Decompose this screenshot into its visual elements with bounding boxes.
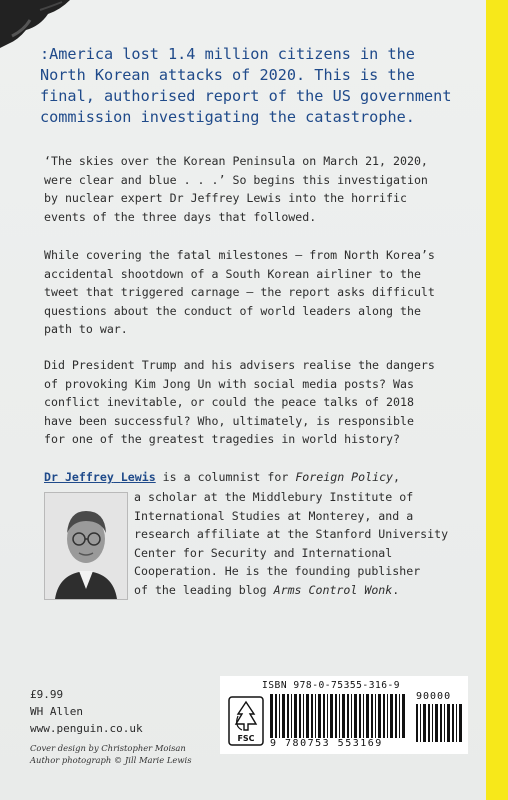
blurb-paragraph-3: Did President Trump and his advisers realise the dangers of provoking Kim Jong Un with social media posts? Was conflict inevitable, or could the peace talks of 2018 have been successful? Who, ultimately, is responsible for one of the greatest tragedies in world history?	[44, 358, 435, 447]
barcode-bar	[444, 704, 445, 742]
barcode-bar	[282, 694, 285, 738]
barcode-bar	[303, 694, 304, 738]
barcode-bar	[383, 694, 385, 738]
barcode-bar	[452, 704, 454, 742]
barcode-bar	[335, 694, 337, 738]
barcode-bar	[323, 694, 325, 738]
foreign-policy-title: Foreign Policy	[295, 470, 394, 484]
tagline: :America lost 1.4 million citizens in the North Korean attacks of 2020. This is the final, authorised report of the US government commission investigating the catastrophe.	[40, 45, 452, 126]
barcode-bar	[440, 704, 442, 742]
barcode-bar	[342, 694, 345, 738]
barcode-bar	[459, 704, 462, 742]
blurb-paragraph-1: ‘The skies over the Korean Peninsula on March 21, 2020, were clear and blue . . .’ So begins this investigation by nuclear expert Dr Jeffrey Lewis into the horrific events of the three days that followed.	[44, 154, 428, 224]
barcode-bar	[395, 694, 397, 738]
barcode-bar	[291, 694, 292, 738]
barcode-bar	[402, 694, 405, 738]
barcode-icon	[270, 694, 406, 742]
fsc-logo-icon	[228, 696, 264, 746]
barcode-bar	[279, 694, 280, 738]
bio-first-line: Dr Jeffrey Lewis is a columnist for Foreign Policy,	[44, 470, 401, 484]
barcode-bar	[311, 694, 313, 738]
barcode-bar	[339, 694, 340, 738]
barcode-bar	[287, 694, 289, 738]
barcode-bar	[435, 704, 438, 742]
author-bio	[44, 468, 484, 597]
barcode-bar	[351, 694, 352, 738]
author-photo	[44, 492, 128, 600]
barcode-panel	[220, 676, 468, 754]
barcode-bar	[387, 694, 388, 738]
price: £9.99	[30, 688, 64, 701]
barcode-bar	[306, 694, 309, 738]
barcode-bar	[432, 704, 433, 742]
spine-edge	[486, 0, 508, 800]
credits	[30, 742, 192, 766]
barcode-bar	[354, 694, 357, 738]
barcode-bar	[416, 704, 418, 742]
barcode-bar	[447, 704, 450, 742]
barcode-bar	[275, 694, 277, 738]
blog-title: Arms Control Wonk	[273, 582, 393, 597]
barcode-addon-digits: 90000	[416, 691, 452, 702]
publisher: WH Allen	[30, 705, 83, 718]
barcode-bar	[428, 704, 430, 742]
author-name: Dr Jeffrey Lewis	[44, 470, 156, 484]
barcode-digits: 9 780753 553169	[270, 738, 383, 749]
barcode-bar	[294, 694, 297, 738]
fsc-text: FSC	[237, 734, 255, 743]
isbn-label: ISBN 978-0-75355-316-9	[262, 680, 401, 691]
barcode-bar	[390, 694, 393, 738]
barcode-bar	[420, 704, 421, 742]
barcode-addon-icon	[416, 704, 462, 742]
barcode-bar	[347, 694, 349, 738]
price-publisher-block	[30, 686, 143, 737]
barcode-bar	[423, 704, 426, 742]
barcode-bar	[363, 694, 364, 738]
barcode-bar	[318, 694, 321, 738]
barcode-bar	[270, 694, 273, 738]
barcode-bar	[375, 694, 376, 738]
cover-credit: Cover design by Christopher Moisan	[30, 743, 186, 753]
barcode-bar	[456, 704, 457, 742]
barcode-bar	[378, 694, 381, 738]
blurb-paragraph-2: While covering the fatal milestones – from North Korea’s accidental shootdown of a South Korean airliner to the tweet that triggered carnage – the report asks difficult questions about the conduct of world leaders along the path to war.	[44, 248, 435, 337]
barcode-bar	[299, 694, 301, 738]
barcode-bar	[399, 694, 400, 738]
barcode-bar	[359, 694, 361, 738]
website: www.penguin.co.uk	[30, 722, 143, 735]
photo-credit: Author photograph © Jill Marie Lewis	[30, 755, 192, 765]
bio-text: a scholar at the Middlebury Institute of International Studies at Monterey, and a research affiliate at the Stanford University Center for Security and International Cooperation. He is the founding publisher of the leading blog Arms Control Wonk.	[134, 490, 449, 597]
barcode-bar	[330, 694, 333, 738]
barcode-bar	[327, 694, 328, 738]
barcode-bar	[366, 694, 369, 738]
barcode-bar	[371, 694, 373, 738]
barcode-bar	[315, 694, 316, 738]
